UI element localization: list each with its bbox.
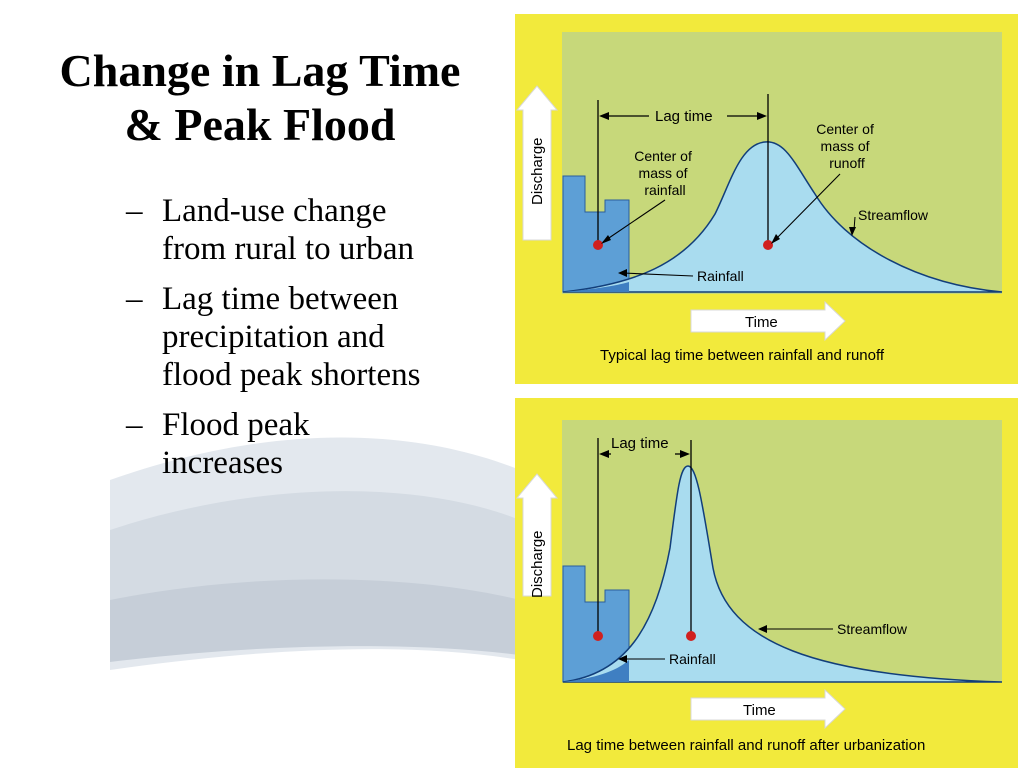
diagram-typical-lag (515, 14, 1018, 384)
slide-title-line-1: Change in Lag Time (59, 45, 461, 96)
discharge-axis-label: Discharge (529, 530, 546, 598)
bullet-dash: – (126, 407, 143, 443)
bullet-line: from rural to urban (162, 231, 414, 267)
slide-title-line-2: & Peak Flood (124, 99, 396, 150)
bullet-dash: – (126, 281, 143, 317)
rainfall-center-marker (593, 631, 603, 641)
streamflow-label: Streamflow (837, 621, 908, 637)
bullet-line: Lag time between (162, 281, 399, 317)
discharge-axis-label: Discharge (529, 137, 546, 205)
time-axis-label: Time (743, 702, 776, 719)
bullet-line: precipitation and (162, 319, 385, 355)
bullet-item (118, 280, 518, 394)
diagram-caption: Typical lag time between rainfall and runoff (600, 347, 885, 364)
bullet-item (118, 192, 518, 268)
bullet-line: flood peak shortens (162, 357, 421, 393)
center-runoff-line: mass of (820, 138, 870, 154)
slide-title (20, 44, 500, 152)
center-rainfall-line: rainfall (644, 182, 686, 198)
rainfall-label: Rainfall (697, 268, 744, 284)
center-runoff-line: runoff (829, 155, 865, 171)
bullet-line: Land-use change (162, 193, 387, 229)
bullet-dash: – (126, 193, 143, 229)
diagram-caption: Lag time between rainfall and runoff after urbanization (567, 737, 926, 754)
rainfall-center-marker (593, 240, 603, 250)
lag-time-label: Lag time (655, 108, 713, 125)
bullet-item (118, 406, 518, 482)
rainfall-label: Rainfall (669, 651, 716, 667)
center-rainfall-line: mass of (638, 165, 688, 181)
runoff-center-marker (686, 631, 696, 641)
bullet-line: Flood peak (162, 407, 310, 443)
center-runoff-line: Center of (816, 121, 874, 137)
bullet-list (118, 192, 518, 494)
lag-time-label: Lag time (611, 435, 669, 452)
time-axis-label: Time (745, 314, 778, 331)
runoff-center-marker (763, 240, 773, 250)
streamflow-label: Streamflow (858, 207, 929, 223)
bullet-line: increases (162, 445, 283, 481)
center-rainfall-line: Center of (634, 148, 692, 164)
diagram-urbanized-lag (515, 398, 1018, 768)
